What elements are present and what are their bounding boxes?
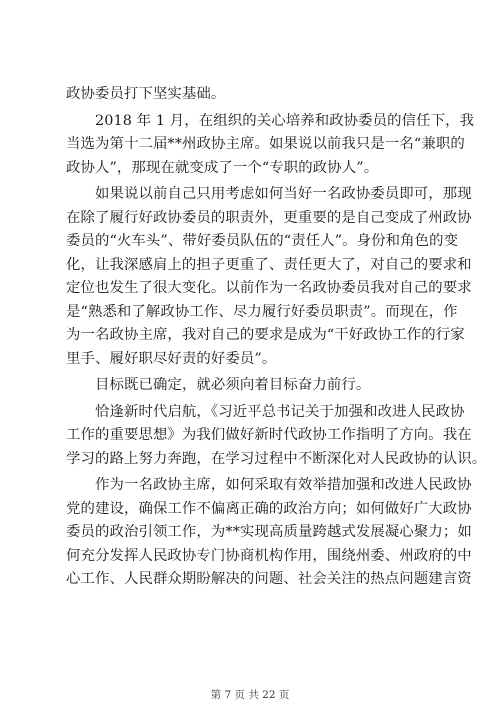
paragraph [66, 374, 434, 398]
document-body [66, 83, 487, 592]
paragraph [66, 110, 475, 181]
text-line: 目标既已确定，就必须向着目标奋力前行。 [95, 377, 371, 393]
text-line: 作为一名政协主席，如何采取有效举措加强和改进人民政协 [95, 477, 472, 493]
paragraph [66, 474, 472, 592]
text-line: 心工作、人民群众期盼解决的问题、社会关注的热点问题建言资 [66, 571, 472, 587]
text-line: 如果说以前自己只用考虑如何当好一名政协委员即可，那现 [95, 186, 472, 202]
text-line: 化，让我深感肩上的担子更重了、责任更大了，对自己的要求和 [66, 256, 472, 273]
text-line: 政协人”，那现在就变成了一个“专职的政协人”。 [66, 159, 379, 176]
text-line: 定位也发生了很大变化。以前作为一名政协委员我对自己的要求 [66, 280, 472, 296]
text-line: 是“熟悉和了解政协工作、尽力履行好委员职责”。而现在，作 [66, 303, 458, 320]
text-line: 何充分发挥人民政协专门协商机构作用，围绕州委、州政府的中 [66, 547, 472, 564]
text-line: 恰逢新时代启航，《习近平总书记关于加强和改进人民政协 [95, 403, 465, 420]
page-footer: 第 7 页 共 22 页 [210, 689, 290, 701]
text-line: 工作的重要思想》为我们做好新时代政协工作指明了方向。我在 [66, 427, 472, 443]
text-line: 党的建设，确保工作不偏离正确的政治方向；如何做好广大政协 [66, 500, 472, 517]
text-line: 委员的政治引领工作，为**实现高质量跨越式发展凝心聚力；如 [66, 524, 472, 540]
text-line: 为一名政协主席，我对自己的要求是成为“干好政协工作的行家 [66, 327, 465, 343]
text-line: 2018 年 1 月，在组织的关心培养和政协委员的信任下，我 [95, 112, 475, 129]
text-line: 政协委员打下坚实基础。 [66, 86, 226, 102]
text-line: 学习的路上努力奔跑，在学习过程中不断深化对人民政协的认识。 [66, 450, 487, 467]
text-line: 委员的“火车头”、带好委员队伍的“责任人”。身份和角色的变 [66, 233, 459, 249]
text-line: 里手、履好职尽好责的好委员”。 [66, 350, 277, 367]
text-line: 当选为第十二届**州政协主席。如果说以前我只是一名“兼职的 [66, 136, 465, 152]
text-line: 在除了履行好政协委员的职责外，更重要的是自己变成了州政协 [66, 209, 472, 226]
paragraph [66, 83, 434, 107]
paragraph [66, 183, 472, 371]
paragraph [66, 401, 487, 472]
